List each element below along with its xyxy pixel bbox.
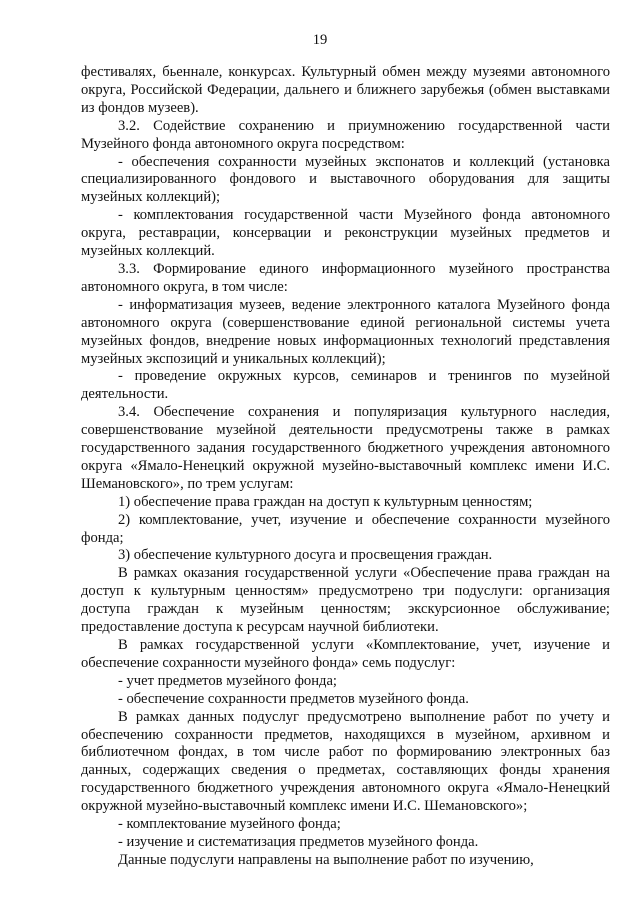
page-number: 19	[312, 32, 328, 48]
paragraph: - проведение окружных курсов, семинаров и тренингов по музейной деятельности.	[81, 368, 610, 403]
paragraph: - изучение и систематизация предметов музейного фонда.	[118, 833, 479, 850]
paragraph: фестивалях, бьеннале, конкурсах. Культурный обмен между музеями автономного округа, Российской Федерации, дальнего и ближнего зарубежья (обмен выставками из фондов музеев).	[81, 64, 610, 116]
paragraph: - обеспечения сохранности музейных экспонатов и коллекций (установка специализированного фондового и выставочного оборудования для защиты музейных коллекций);	[81, 153, 610, 206]
paragraph: В рамках данных подуслуг предусмотрено выполнение работ по учету и обеспечению сохранности предметов, находящихся в музейном, архивном и библиотечном фондах, в том числе работ по формированию электронных баз данных, содержащих сведения о предметах, составляющих фонды хранения государственного бюджетного учреждения автономного округа «Ямало-Ненецкий окружной музейно-выставочный комплекс имени И.С. Шемановского»;	[81, 708, 610, 815]
paragraph: Данные подуслуги направлены на выполнение работ по изучению,	[118, 851, 534, 868]
paragraph: - обеспечение сохранности предметов музейного фонда.	[118, 690, 469, 707]
paragraph: 3.4. Обеспечение сохранения и популяризация культурного наследия, совершенствование музейной деятельности предусмотрены также в рамках государственного задания государственного бюджетного учреждения автономного округа «Ямало-Ненецкий окружной музейно-выставочный комплекс имени И.С. Шемановского», по трем услугам:	[81, 404, 610, 492]
paragraph: В рамках государственной услуги «Комплектование, учет, изучение и обеспечение сохранности музейного фонда» семь подуслуг:	[81, 637, 610, 671]
paragraph: - комплектование музейного фонда;	[118, 816, 341, 833]
paragraph: - учет предметов музейного фонда;	[118, 672, 337, 689]
paragraph: 2) комплектование, учет, изучение и обеспечение сохранности музейного фонда;	[81, 511, 610, 546]
paragraph: - комплектования государственной части Музейного фонда автономного округа, реставрации, консервации и реконструкции музейных предметов и музейных коллекций.	[81, 207, 610, 260]
paragraph: - информатизация музеев, ведение электронного каталога Музейного фонда автономного округа (совершенствование единой региональной системы учета музейных фондов, внедрение новых информационных технологий представления музейных экспозиций и уникальных коллекций);	[81, 296, 610, 367]
paragraph: 1) обеспечение права граждан на доступ к культурным ценностям;	[118, 493, 533, 510]
paragraph: 3) обеспечение культурного досуга и просвещения граждан.	[118, 547, 493, 564]
paragraph: В рамках оказания государственной услуги «Обеспечение права граждан на доступ к культурным ценностям» предусмотрено три подуслуги: организация доступа граждан к музейным ценностям; экскурсионное обслуживание; предоставление доступа к ресурсам научной библиотеки.	[81, 565, 610, 636]
paragraph: 3.3. Формирование единого информационного музейного пространства автономного округа, в том числе:	[81, 260, 610, 295]
document-body	[81, 64, 610, 870]
paragraph: 3.2. Содействие сохранению и приумножению государственной части Музейного фонда автономного округа посредством:	[81, 117, 610, 152]
